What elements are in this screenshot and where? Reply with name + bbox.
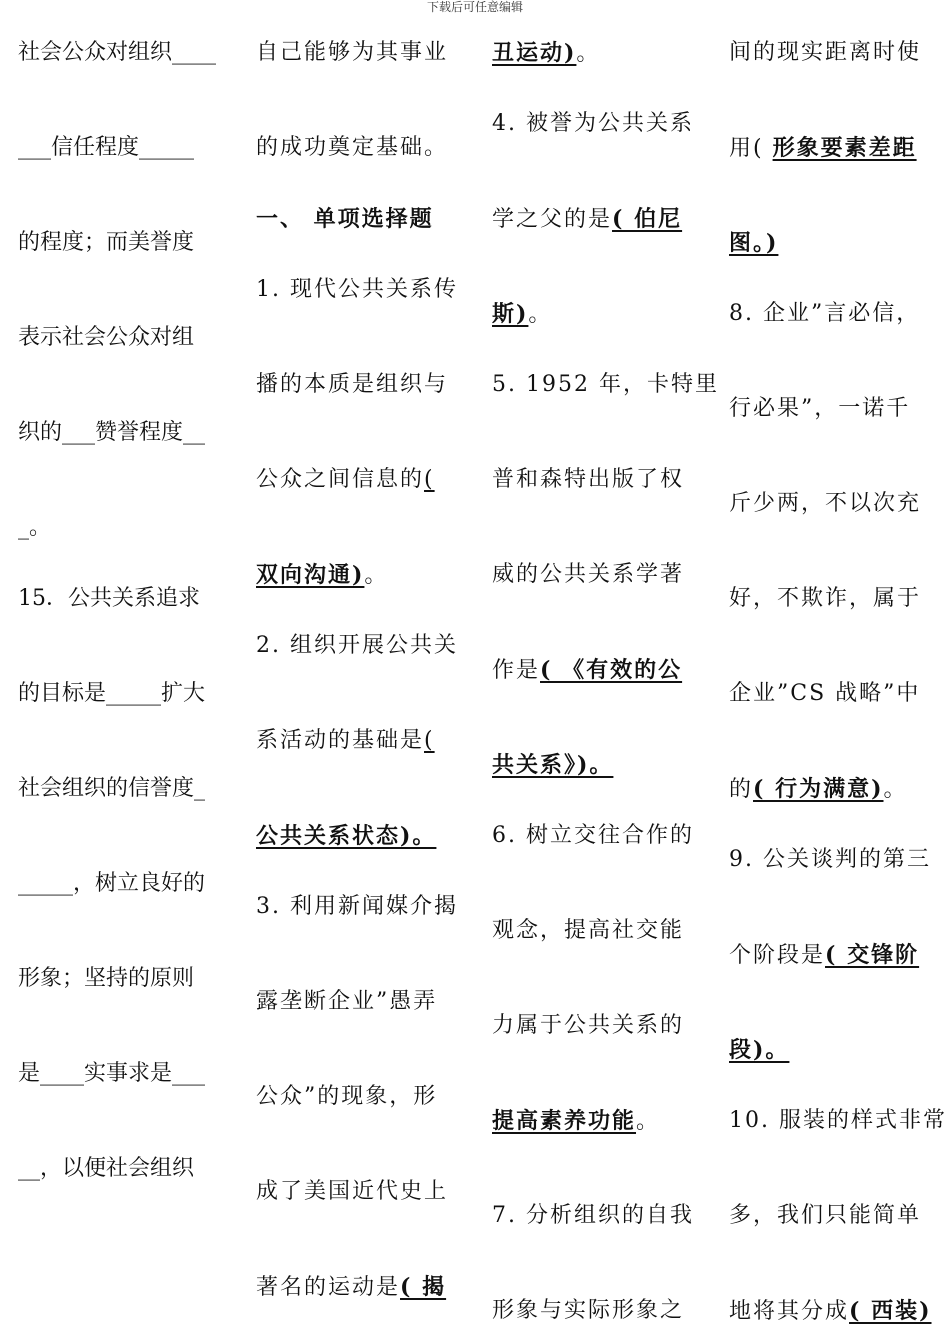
page-header: 下载后可任意编辑 [426, 0, 523, 14]
text-line [256, 1177, 468, 1207]
text-line [256, 133, 468, 163]
text-line [256, 892, 468, 922]
answer-text: ( 《有效的公 [540, 657, 683, 683]
text-line [492, 1106, 704, 1136]
answer-text: 丑运动) [492, 40, 577, 66]
text-line [18, 228, 224, 258]
text-line [492, 821, 704, 851]
answer-text: 一、 单项选择题 [256, 206, 434, 232]
text-line [256, 560, 468, 590]
text-line [492, 109, 704, 139]
text-segment: 形象与实际形象之 [492, 1298, 685, 1323]
text-segment: 威的公共关系学著 [492, 562, 685, 587]
text-line [256, 631, 468, 661]
text-segment: ( [424, 728, 435, 753]
text-segment: 作是 [492, 658, 541, 683]
text-segment: 著名的运动是 [256, 1275, 401, 1300]
text-line [729, 38, 941, 68]
answer-text: 图。) [729, 230, 779, 256]
text-line [729, 228, 941, 258]
text-segment: 5. 1952 年，卡特里 [492, 372, 719, 397]
text-line [729, 1035, 941, 1065]
text-line [18, 774, 224, 804]
text-line [729, 489, 941, 519]
answer-text: 共关系》)。 [492, 752, 614, 778]
text-segment: 力属于公共关系的 [492, 1013, 685, 1038]
text-line [256, 1082, 468, 1112]
text-line [492, 465, 704, 495]
text-line [256, 38, 468, 68]
text-column-3 [492, 20, 719, 1340]
text-segment: 露垄断企业”愚弄 [256, 989, 438, 1014]
text-segment: 。 [636, 1109, 661, 1134]
text-line [18, 1154, 224, 1184]
text-line [18, 418, 224, 448]
text-segment: 公众”的现象，形 [256, 1084, 438, 1109]
answer-text: 公共关系状态)。 [256, 823, 437, 849]
text-segment: 公众之间信息的 [256, 467, 425, 492]
text-line [492, 916, 704, 946]
text-segment: 是____实事求是___ [18, 1061, 206, 1086]
text-segment: 个阶段是 [729, 943, 826, 968]
answer-text: ( 揭 [400, 1274, 447, 1300]
answer-text: 段)。 [729, 1037, 790, 1063]
text-segment: 1. 现代公共关系传 [256, 277, 458, 302]
text-segment: 7. 分析组织的自我 [492, 1203, 694, 1228]
text-segment: 社会组织的信誉度_ [18, 776, 206, 801]
text-line [256, 987, 468, 1017]
text-line [18, 323, 224, 353]
text-line [729, 299, 941, 329]
text-segment: 系活动的基础是 [256, 728, 425, 753]
text-line [492, 1296, 704, 1326]
text-segment: 15．公共关系追求 [18, 586, 200, 611]
text-segment: 6. 树立交往合作的 [492, 823, 694, 848]
text-segment: 的 [729, 777, 754, 802]
text-line [18, 679, 224, 709]
answer-text: 双向沟通) [256, 562, 365, 588]
text-line [492, 1201, 704, 1231]
text-line [256, 275, 468, 305]
text-column-2 [256, 20, 468, 1340]
answer-text: ( 西装) [849, 1298, 932, 1324]
text-line [256, 204, 468, 234]
text-segment: 4. 被誉为公共关系 [492, 111, 694, 136]
text-segment: 行必果”，一诺千 [729, 396, 911, 421]
answer-text: 提高素养功能 [492, 1108, 637, 1134]
text-segment: 用( [729, 136, 773, 161]
text-segment: 。 [528, 302, 553, 327]
text-segment: 的成功奠定基础。 [256, 135, 449, 160]
text-segment: 播的本质是组织与 [256, 372, 449, 397]
text-line [492, 1011, 704, 1041]
text-line [729, 1106, 947, 1136]
text-line [729, 133, 941, 163]
text-line [18, 513, 224, 543]
text-segment: 企业”CS 战略”中 [729, 681, 921, 706]
text-line [729, 394, 941, 424]
text-line [492, 204, 704, 234]
text-segment: 9. 公关谈判的第三 [729, 847, 931, 872]
text-segment: 。 [364, 563, 389, 588]
text-line [729, 1201, 941, 1231]
text-segment: 表示社会公众对组 [18, 325, 195, 350]
answer-text: ( 交锋阶 [825, 942, 920, 968]
text-segment: 。 [883, 777, 908, 802]
text-line [256, 821, 468, 851]
text-line [18, 584, 224, 614]
text-segment: 多，我们只能简单 [729, 1203, 922, 1228]
text-line [729, 584, 941, 614]
text-segment: 的程度；而美誉度 [18, 230, 195, 255]
text-line [18, 133, 224, 163]
text-line [18, 38, 224, 68]
text-segment: 2. 组织开展公共关 [256, 633, 458, 658]
text-segment: 社会公众对组织____ [18, 40, 217, 65]
answer-text: ( 伯尼 [612, 206, 683, 232]
text-segment: __，以便社会组织 [18, 1156, 195, 1181]
text-line [492, 299, 704, 329]
text-line [18, 1059, 224, 1089]
text-line [492, 750, 704, 780]
text-line [492, 560, 704, 590]
text-segment: 织的___赞誉程度__ [18, 420, 206, 445]
text-line [18, 964, 224, 994]
text-line [256, 726, 468, 756]
text-segment: 成了美国近代史上 [256, 1179, 449, 1204]
text-line [256, 465, 468, 495]
text-line [256, 1272, 468, 1302]
text-segment: 10. 服装的样式非常 [729, 1108, 947, 1133]
text-segment: 形象；坚持的原则 [18, 966, 195, 991]
text-line [492, 370, 719, 400]
text-line [256, 370, 468, 400]
text-segment: _____，树立良好的 [18, 871, 206, 896]
text-segment: 。 [576, 41, 601, 66]
text-segment: 好，不欺诈，属于 [729, 586, 922, 611]
answer-text: ( 行为满意) [753, 776, 884, 802]
text-segment: _。 [18, 515, 52, 540]
text-line [729, 940, 941, 970]
text-segment: 斤少两，不以次充 [729, 491, 922, 516]
text-segment: ___信任程度_____ [18, 135, 195, 160]
text-segment: 地将其分成 [729, 1299, 850, 1324]
text-segment: 的目标是_____扩大 [18, 681, 206, 706]
text-line [729, 1296, 941, 1326]
text-line [729, 679, 941, 709]
text-line [492, 38, 704, 68]
text-line [18, 869, 224, 899]
text-segment: 自己能够为其事业 [256, 40, 449, 65]
text-segment: 普和森特出版了权 [492, 467, 685, 492]
text-line [729, 774, 941, 804]
answer-text: 斯) [492, 301, 529, 327]
text-segment: 观念，提高社交能 [492, 918, 685, 943]
text-line [492, 655, 704, 685]
text-segment: 8. 企业”言必信， [729, 301, 921, 326]
text-segment: ( [424, 467, 435, 492]
answer-text: 形象要素差距 [772, 135, 917, 161]
text-column-1 [18, 20, 224, 1340]
text-column-4 [729, 20, 947, 1340]
text-segment: 间的现实距离时使 [729, 40, 922, 65]
text-line [729, 845, 941, 875]
text-segment: 3. 利用新闻媒介揭 [256, 894, 458, 919]
text-segment: 学之父的是 [492, 207, 613, 232]
